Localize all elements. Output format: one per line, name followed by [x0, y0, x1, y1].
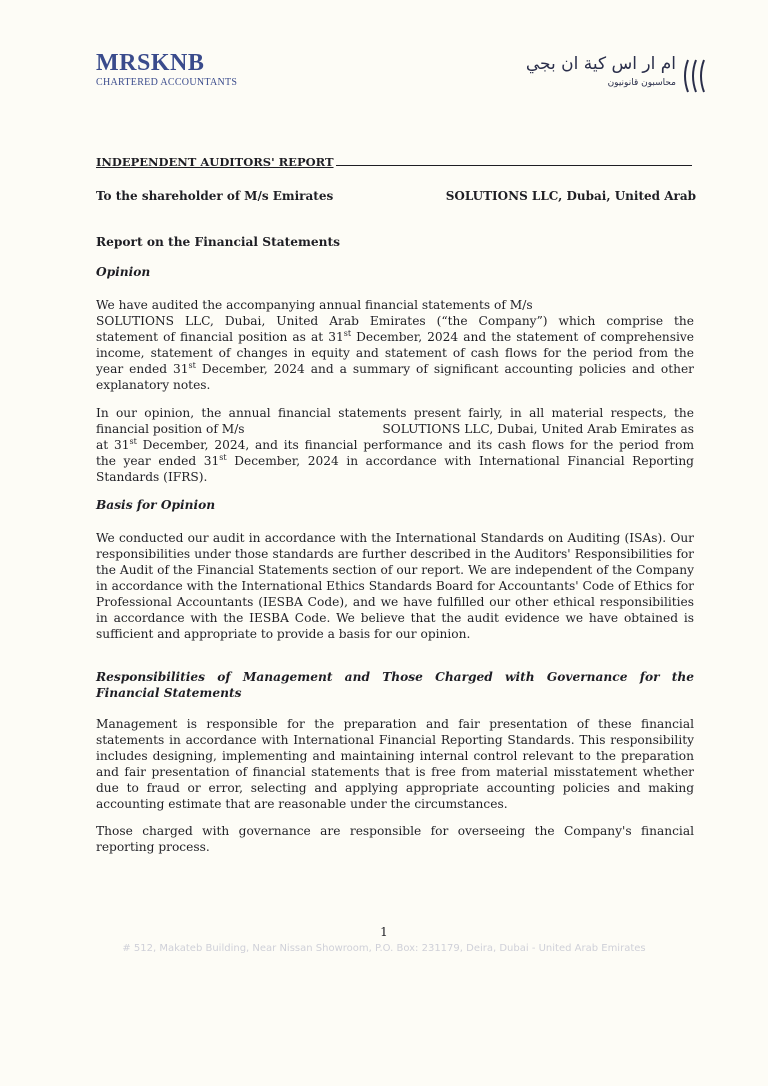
opinion-p1-line4: income, statement of changes in equity and statement of cash flows for the period from the	[96, 346, 694, 360]
text-span: December, 2024 in accordance with International Financial Reporting	[226, 454, 694, 468]
opinion-p1-line3	[96, 329, 694, 345]
ordinal-sup: st	[343, 328, 352, 338]
firm-logo	[96, 50, 237, 88]
opinion-paragraph-1	[96, 297, 694, 393]
text-span: statement of financial position as at 31	[96, 330, 344, 344]
addressee-left: To the shareholder of M/s Emirates	[96, 189, 334, 203]
text-span: financial position of M/s	[96, 422, 245, 436]
text-span: SOLUTIONS LLC, Dubai, United Arab Emirates as	[382, 422, 694, 436]
report-title-row	[96, 155, 692, 169]
responsibilities-heading-line2: Financial Statements	[96, 686, 242, 700]
report-title: INDEPENDENT AUDITORS' REPORT	[96, 155, 334, 169]
ordinal-sup: st	[188, 360, 196, 370]
opinion-p2-line2	[96, 421, 694, 437]
governance-paragraph: Those charged with governance are responsible for overseeing the Company's financial reporting process.	[96, 824, 694, 854]
opinion-paragraph-2	[96, 405, 694, 485]
firm-subtitle: CHARTERED ACCOUNTANTS	[96, 77, 238, 88]
addressee-right: SOLUTIONS LLC, Dubai, United Arab	[445, 189, 696, 203]
opinion-p1-line1: We have audited the accompanying annual financial statements of M/s	[96, 298, 533, 312]
text-span: the year ended 31	[96, 454, 220, 468]
ordinal-sup: st	[219, 452, 227, 462]
opinion-heading: Opinion	[96, 265, 151, 279]
text-span: year ended 31	[96, 362, 189, 376]
arabic-logo	[525, 54, 716, 98]
opinion-p2-line5: Standards (IFRS).	[96, 470, 208, 484]
basis-heading: Basis for Opinion	[96, 498, 216, 512]
title-underline	[336, 165, 692, 166]
opinion-p1-line2: SOLUTIONS LLC, Dubai, United Arab Emirates (“the Company”) which comprise the	[96, 314, 694, 328]
opinion-p2-line1: In our opinion, the annual financial statements present fairly, in all material respects, the	[96, 406, 694, 420]
basis-paragraph: We conducted our audit in accordance with the International Standards on Auditing (ISAs). Our responsibilities under those standards are further described in the Auditors' Responsibilities for the Audit of the Financial Statements section of our report. We are independent of the Company in accordance with the International Ethics Standards Board for Accountants' Code of Ethics for Professional Accountants (IESBA Code), and we have fulfilled our other ethical responsibilities in accordance with the IESBA Code. We believe that the audit evidence we have obtained is sufficient and appropriate to provide a basis for our opinion.	[96, 531, 694, 641]
opinion-p2-line4	[96, 453, 694, 469]
ordinal-sup: st	[129, 436, 137, 446]
section-title: Report on the Financial Statements	[96, 235, 340, 249]
arabic-firm-name: ام ار اس كية ان بجي	[525, 54, 676, 74]
footer-address: # 512, Makateb Building, Near Nissan Showroom, P.O. Box: 231179, Deira, Dubai - United Arab Emirates	[122, 943, 646, 954]
arabic-firm-subtitle: محاسبون قانونيون	[607, 78, 676, 88]
responsibilities-heading	[96, 669, 694, 701]
page-number: 1	[380, 925, 388, 939]
management-paragraph: Management is responsible for the preparation and fair presentation of these financial statements in accordance with International Financial Reporting Standards. This responsibility includes designing, implementing and maintaining internal control relevant to the preparation and fair presentation of financial statements that is free from material misstatement whether due to fraud or error, selecting and applying appropriate accounting policies and making accounting estimate that are reasonable under the circumstances.	[96, 717, 694, 811]
text-span: December, 2024 and a summary of significant accounting policies and other	[195, 362, 695, 376]
firm-name: MRSKNB	[96, 50, 205, 76]
text-span: December, 2024 and the statement of comprehensive	[351, 330, 695, 344]
responsibilities-heading-line1: Responsibilities of Management and Those Charged with Governance for the	[96, 670, 694, 684]
text-span: December, 2024, and its financial performance and its cash flows for the period from	[136, 438, 694, 452]
text-span: at 31	[96, 438, 130, 452]
opinion-p1-line5	[96, 361, 694, 377]
logo-arcs-icon	[682, 56, 716, 96]
opinion-p2-line3	[96, 437, 694, 453]
opinion-p1-line6: explanatory notes.	[96, 378, 211, 392]
